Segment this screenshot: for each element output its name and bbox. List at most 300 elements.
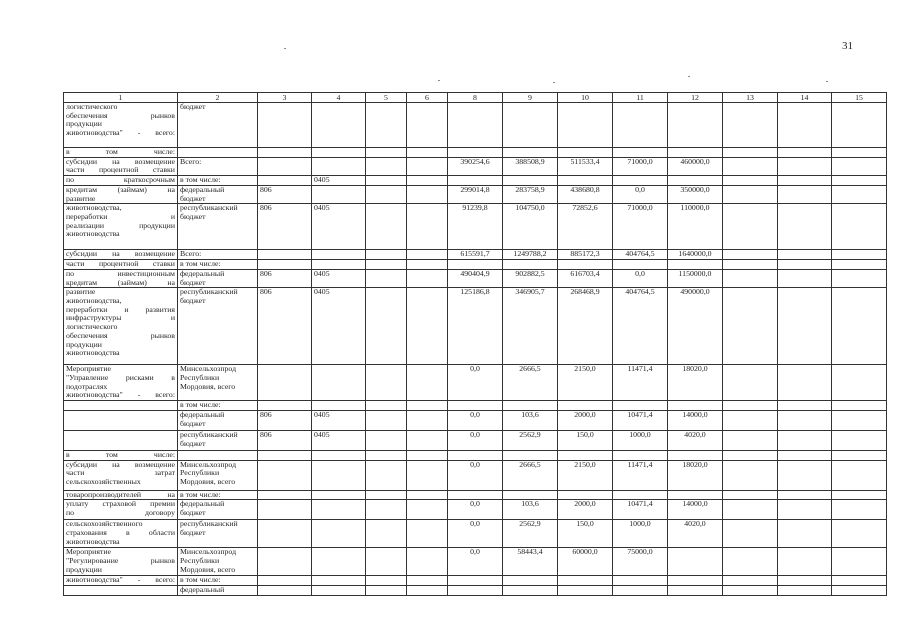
item-description [64, 430, 178, 450]
amount-col-8 [448, 585, 503, 595]
empty-cell [407, 500, 448, 520]
amount-col-13 [723, 548, 778, 576]
amount-col-8 [448, 576, 503, 586]
budget-source: бюджет [178, 103, 258, 148]
amount-col-11 [613, 490, 668, 500]
section-code [312, 250, 366, 260]
empty-cell [407, 157, 448, 175]
budget-source: Минсельхозпрод Республики Мордовия, всего [178, 460, 258, 490]
grbs-code: 806 [258, 288, 312, 365]
table-row [64, 250, 887, 260]
amount-col-12: 4020,0 [668, 520, 723, 548]
amount-col-13 [723, 450, 778, 460]
amount-col-11: 75000,0 [613, 548, 668, 576]
empty-cell [832, 204, 887, 250]
amount-col-14 [778, 490, 832, 500]
budget-source: в том числе: [178, 490, 258, 500]
budget-source: республиканский бюджет [178, 204, 258, 250]
grbs-code: 806 [258, 410, 312, 430]
amount-col-8: 490404,9 [448, 269, 503, 287]
amount-col-13 [723, 148, 778, 158]
table-row [64, 185, 887, 203]
section-code: 0405 [312, 410, 366, 430]
empty-cell [366, 157, 407, 175]
budget-source: федеральный бюджет [178, 185, 258, 203]
grbs-code [258, 520, 312, 548]
amount-col-10: 150,0 [558, 520, 613, 548]
amount-col-14 [778, 410, 832, 430]
amount-col-9: 58443,4 [503, 548, 558, 576]
amount-col-9: 902882,5 [503, 269, 558, 287]
table-row [64, 260, 887, 270]
empty-cell [407, 260, 448, 270]
table-row [64, 450, 887, 460]
scan-speck [553, 82, 555, 83]
item-description: развитие животноводства, переработки и развития инфраструктуры и логистического обеспечения рынков продукции животноводства [64, 288, 178, 365]
amount-col-12: 14000,0 [668, 410, 723, 430]
amount-col-10 [558, 103, 613, 148]
item-description: уплату страховой премии по договору [64, 500, 178, 520]
scan-speck [826, 81, 828, 82]
amount-col-10: 885172,3 [558, 250, 613, 260]
empty-cell [366, 520, 407, 548]
item-description: по краткосрочным [64, 176, 178, 186]
amount-col-11: 404764,5 [613, 288, 668, 365]
amount-col-8: 0,0 [448, 365, 503, 401]
table-row [64, 548, 887, 576]
section-code: 0405 [312, 176, 366, 186]
item-description: субсидии на возмещение части процентной ставки [64, 157, 178, 175]
budget-source: федеральный [178, 585, 258, 595]
column-number: 10 [558, 93, 613, 103]
section-code: 0405 [312, 430, 366, 450]
empty-cell [366, 576, 407, 586]
amount-col-10 [558, 450, 613, 460]
amount-col-13 [723, 157, 778, 175]
empty-cell [366, 410, 407, 430]
empty-cell [366, 148, 407, 158]
amount-col-12: 490000,0 [668, 288, 723, 365]
empty-cell [832, 460, 887, 490]
table-row [64, 585, 887, 595]
item-description: животноводства" - всего: [64, 576, 178, 586]
amount-col-13 [723, 401, 778, 411]
item-description: сельскохозяйственного страхования в области животноводства [64, 520, 178, 548]
column-number: 4 [312, 93, 366, 103]
amount-col-11: 1000,0 [613, 430, 668, 450]
budget-source: федеральный бюджет [178, 500, 258, 520]
table-row [64, 365, 887, 401]
amount-col-12 [668, 401, 723, 411]
amount-col-11 [613, 401, 668, 411]
amount-col-8: 299014,8 [448, 185, 503, 203]
item-description: Мероприятие "Регулирование рынков продукции [64, 548, 178, 576]
column-number: 2 [178, 93, 258, 103]
amount-col-14 [778, 585, 832, 595]
column-number: 8 [448, 93, 503, 103]
budget-source: Минсельхозпрод Республики Мордовия, всего [178, 365, 258, 401]
amount-col-9: 388508,9 [503, 157, 558, 175]
amount-col-9 [503, 103, 558, 148]
amount-col-9: 103,6 [503, 500, 558, 520]
amount-col-9: 104750,0 [503, 204, 558, 250]
amount-col-12: 1640000,0 [668, 250, 723, 260]
empty-cell [832, 176, 887, 186]
empty-cell [832, 500, 887, 520]
empty-cell [832, 260, 887, 270]
empty-cell [407, 585, 448, 595]
amount-col-10 [558, 401, 613, 411]
table-row [64, 103, 887, 148]
empty-cell [407, 410, 448, 430]
table-row [64, 576, 887, 586]
grbs-code [258, 490, 312, 500]
column-number: 9 [503, 93, 558, 103]
empty-cell [407, 204, 448, 250]
column-number: 5 [366, 93, 407, 103]
amount-col-11 [613, 576, 668, 586]
amount-col-10: 72852,6 [558, 204, 613, 250]
amount-col-13 [723, 176, 778, 186]
amount-col-12: 18020,0 [668, 460, 723, 490]
grbs-code [258, 500, 312, 520]
amount-col-14 [778, 148, 832, 158]
empty-cell [832, 548, 887, 576]
budget-source [178, 148, 258, 158]
amount-col-8: 0,0 [448, 520, 503, 548]
section-code [312, 490, 366, 500]
amount-col-14 [778, 250, 832, 260]
grbs-code [258, 576, 312, 586]
amount-col-11: 0,0 [613, 269, 668, 287]
amount-col-12: 4020,0 [668, 430, 723, 450]
budget-source: республиканский бюджет [178, 430, 258, 450]
budget-source: Минсельхозпрод Республики Мордовия, всего [178, 548, 258, 576]
empty-cell [366, 185, 407, 203]
budget-source: федеральный бюджет [178, 410, 258, 430]
column-number: 6 [407, 93, 448, 103]
amount-col-11: 11471,4 [613, 365, 668, 401]
amount-col-10: 2000,0 [558, 410, 613, 430]
amount-col-14 [778, 204, 832, 250]
amount-col-9: 2666,5 [503, 365, 558, 401]
empty-cell [407, 430, 448, 450]
empty-cell [366, 460, 407, 490]
budget-source [178, 450, 258, 460]
column-number: 15 [832, 93, 887, 103]
item-description: Мероприятие "Управление рисками в подотраслях животноводства" - всего: [64, 365, 178, 401]
amount-col-10 [558, 148, 613, 158]
item-description: товаропроизводителей на [64, 490, 178, 500]
section-code [312, 260, 366, 270]
empty-cell [366, 500, 407, 520]
empty-cell [832, 288, 887, 365]
amount-col-11 [613, 148, 668, 158]
empty-cell [366, 401, 407, 411]
amount-col-8: 615591,7 [448, 250, 503, 260]
amount-col-14 [778, 176, 832, 186]
empty-cell [407, 176, 448, 186]
amount-col-14 [778, 460, 832, 490]
grbs-code: 806 [258, 269, 312, 287]
empty-cell [366, 260, 407, 270]
table-row [64, 410, 887, 430]
amount-col-14 [778, 269, 832, 287]
column-number: 13 [723, 93, 778, 103]
amount-col-13 [723, 460, 778, 490]
item-description: кредитам (займам) на развитие [64, 185, 178, 203]
empty-cell [407, 548, 448, 576]
amount-col-8 [448, 260, 503, 270]
amount-col-8 [448, 450, 503, 460]
amount-col-9 [503, 176, 558, 186]
item-description: части процентной ставки [64, 260, 178, 270]
amount-col-9 [503, 148, 558, 158]
amount-col-12 [668, 260, 723, 270]
amount-col-11 [613, 176, 668, 186]
amount-col-13 [723, 520, 778, 548]
amount-col-8: 0,0 [448, 460, 503, 490]
amount-col-8: 0,0 [448, 410, 503, 430]
table-row [64, 148, 887, 158]
amount-col-14 [778, 500, 832, 520]
amount-col-9 [503, 576, 558, 586]
amount-col-11: 10471,4 [613, 410, 668, 430]
empty-cell [407, 185, 448, 203]
empty-cell [832, 365, 887, 401]
grbs-code [258, 103, 312, 148]
amount-col-12: 350000,0 [668, 185, 723, 203]
empty-cell [366, 548, 407, 576]
grbs-code [258, 401, 312, 411]
empty-cell [366, 365, 407, 401]
empty-cell [832, 103, 887, 148]
table-row [64, 460, 887, 490]
amount-col-10 [558, 490, 613, 500]
amount-col-11: 10471,4 [613, 500, 668, 520]
budget-source: в том числе: [178, 576, 258, 586]
amount-col-14 [778, 157, 832, 175]
amount-col-12: 460000,0 [668, 157, 723, 175]
section-code: 0405 [312, 269, 366, 287]
amount-col-12 [668, 548, 723, 576]
grbs-code: 806 [258, 185, 312, 203]
item-description: в том числе: [64, 450, 178, 460]
budget-source: Всего: [178, 157, 258, 175]
budget-source: в том числе: [178, 176, 258, 186]
section-code [312, 148, 366, 158]
amount-col-8 [448, 103, 503, 148]
amount-col-10: 511533,4 [558, 157, 613, 175]
amount-col-9: 346905,7 [503, 288, 558, 365]
amount-col-9 [503, 401, 558, 411]
empty-cell [832, 410, 887, 430]
grbs-code [258, 148, 312, 158]
amount-col-14 [778, 288, 832, 365]
amount-col-9: 2562,9 [503, 520, 558, 548]
item-description: животноводства, переработки и реализации продукции животноводства [64, 204, 178, 250]
grbs-code [258, 548, 312, 576]
amount-col-10: 2000,0 [558, 500, 613, 520]
empty-cell [366, 103, 407, 148]
amount-col-12 [668, 450, 723, 460]
amount-col-13 [723, 260, 778, 270]
grbs-code [258, 176, 312, 186]
page-number: 31 [842, 40, 853, 52]
amount-col-13 [723, 430, 778, 450]
budget-source: Всего: [178, 250, 258, 260]
amount-col-11: 71000,0 [613, 157, 668, 175]
column-number-row [64, 93, 887, 103]
amount-col-9: 283758,9 [503, 185, 558, 203]
amount-col-12 [668, 176, 723, 186]
section-code [312, 450, 366, 460]
section-code [312, 157, 366, 175]
grbs-code [258, 250, 312, 260]
empty-cell [832, 585, 887, 595]
amount-col-11: 71000,0 [613, 204, 668, 250]
column-number: 11 [613, 93, 668, 103]
empty-cell [366, 490, 407, 500]
amount-col-9: 103,6 [503, 410, 558, 430]
empty-cell [366, 269, 407, 287]
empty-cell [407, 103, 448, 148]
budget-source: республиканский бюджет [178, 520, 258, 548]
item-description [64, 401, 178, 411]
amount-col-13 [723, 490, 778, 500]
amount-col-8: 125186,8 [448, 288, 503, 365]
grbs-code [258, 585, 312, 595]
grbs-code [258, 260, 312, 270]
amount-col-9: 1249788,2 [503, 250, 558, 260]
amount-col-12 [668, 103, 723, 148]
empty-cell [366, 450, 407, 460]
amount-col-8 [448, 401, 503, 411]
amount-col-11: 11471,4 [613, 460, 668, 490]
amount-col-8: 91239,8 [448, 204, 503, 250]
amount-col-14 [778, 520, 832, 548]
empty-cell [407, 460, 448, 490]
amount-col-11 [613, 585, 668, 595]
table-row [64, 288, 887, 365]
amount-col-13 [723, 410, 778, 430]
amount-col-10: 2150,0 [558, 365, 613, 401]
section-code [312, 365, 366, 401]
table-row [64, 520, 887, 548]
budget-source: федеральный бюджет [178, 269, 258, 287]
section-code [312, 576, 366, 586]
amount-col-10: 2150,0 [558, 460, 613, 490]
amount-col-12 [668, 576, 723, 586]
amount-col-10 [558, 576, 613, 586]
section-code: 0405 [312, 288, 366, 365]
amount-col-8: 0,0 [448, 430, 503, 450]
table-row [64, 176, 887, 186]
table-row [64, 500, 887, 520]
section-code [312, 500, 366, 520]
amount-col-10: 150,0 [558, 430, 613, 450]
grbs-code: 806 [258, 430, 312, 450]
amount-col-12: 1150000,0 [668, 269, 723, 287]
amount-col-11: 1000,0 [613, 520, 668, 548]
empty-cell [832, 269, 887, 287]
empty-cell [407, 269, 448, 287]
amount-col-12: 18020,0 [668, 365, 723, 401]
table-row [64, 269, 887, 287]
section-code [312, 520, 366, 548]
empty-cell [832, 450, 887, 460]
grbs-code [258, 365, 312, 401]
empty-cell [832, 185, 887, 203]
grbs-code [258, 157, 312, 175]
amount-col-13 [723, 250, 778, 260]
section-code [312, 548, 366, 576]
table-row [64, 401, 887, 411]
scan-speck [438, 80, 440, 81]
grbs-code: 806 [258, 204, 312, 250]
amount-col-10 [558, 585, 613, 595]
empty-cell [832, 490, 887, 500]
empty-cell [832, 148, 887, 158]
budget-table [63, 92, 887, 596]
amount-col-12: 14000,0 [668, 500, 723, 520]
empty-cell [407, 490, 448, 500]
amount-col-9 [503, 260, 558, 270]
amount-col-13 [723, 500, 778, 520]
amount-col-10: 60000,0 [558, 548, 613, 576]
empty-cell [407, 148, 448, 158]
empty-cell [407, 520, 448, 548]
amount-col-11 [613, 103, 668, 148]
amount-col-14 [778, 576, 832, 586]
amount-col-10: 438680,8 [558, 185, 613, 203]
item-description [64, 585, 178, 595]
amount-col-13 [723, 204, 778, 250]
amount-col-9: 2562,9 [503, 430, 558, 450]
amount-col-13 [723, 365, 778, 401]
item-description: субсидии на возмещение части затрат сельскохозяйственных [64, 460, 178, 490]
section-code [312, 103, 366, 148]
amount-col-14 [778, 430, 832, 450]
amount-col-14 [778, 260, 832, 270]
amount-col-11: 404764,5 [613, 250, 668, 260]
amount-col-13 [723, 585, 778, 595]
section-code [312, 460, 366, 490]
item-description: по инвестиционным кредитам (займам) на [64, 269, 178, 287]
column-number: 3 [258, 93, 312, 103]
amount-col-13 [723, 269, 778, 287]
amount-col-14 [778, 450, 832, 460]
empty-cell [832, 250, 887, 260]
empty-cell [832, 401, 887, 411]
empty-cell [407, 576, 448, 586]
table-row [64, 157, 887, 175]
empty-cell [366, 585, 407, 595]
amount-col-13 [723, 185, 778, 203]
amount-col-8 [448, 148, 503, 158]
amount-col-14 [778, 365, 832, 401]
amount-col-14 [778, 548, 832, 576]
amount-col-8 [448, 176, 503, 186]
item-description: в том числе: [64, 148, 178, 158]
amount-col-8: 0,0 [448, 548, 503, 576]
amount-col-9 [503, 490, 558, 500]
empty-cell [407, 250, 448, 260]
item-description [64, 410, 178, 430]
column-number: 1 [64, 93, 178, 103]
amount-col-12 [668, 148, 723, 158]
amount-col-12 [668, 490, 723, 500]
